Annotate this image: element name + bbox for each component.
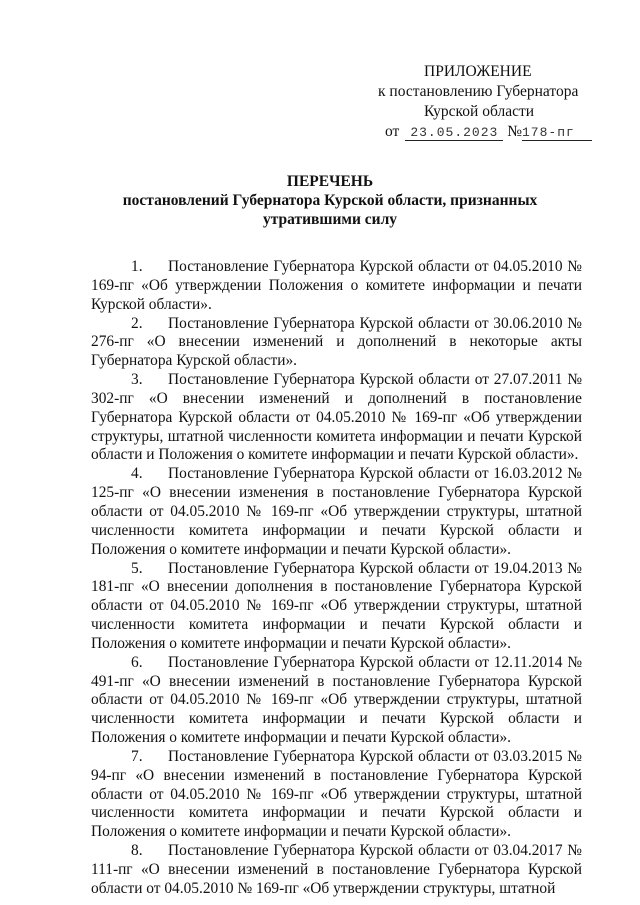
item-number: 3. bbox=[131, 371, 143, 389]
title-line-3: утратившими силу bbox=[262, 211, 398, 228]
number-label: № bbox=[507, 123, 522, 140]
list-item bbox=[91, 560, 582, 654]
item-number: 6. bbox=[131, 653, 143, 671]
list-item bbox=[91, 315, 582, 372]
item-number: 5. bbox=[131, 559, 143, 577]
document-title bbox=[60, 172, 600, 229]
item-text: Постановление Губернатора Курской области от 03.04.2017 № 111-пг «О внесении изменений в постановление Губернатора Курской области от 04.05.2010 № 169-пг «Об утверждении структуры, штатной bbox=[91, 842, 582, 897]
appendix-header bbox=[370, 62, 610, 142]
decree-number: 178-пг bbox=[522, 125, 592, 141]
list-item bbox=[91, 258, 582, 315]
item-number: 8. bbox=[131, 842, 143, 860]
list-item bbox=[91, 465, 582, 559]
appendix-heading: ПРИЛОЖЕНИЕ bbox=[424, 63, 532, 80]
item-number: 2. bbox=[131, 314, 143, 332]
from-label: от bbox=[385, 123, 400, 140]
item-text: Постановление Губернатора Курской области от 19.04.2013 № 181-пг «О внесении дополнения в постановление Губернатора Курской области от 04.05.2010 № 169-пг «Об утверждении структуры, штатной численности комитета информации и печати Курской области и Положения о комитете информации и печати Курской области». bbox=[91, 559, 582, 652]
item-number: 1. bbox=[131, 258, 143, 275]
item-text: Постановление Губернатора Курской области от 30.06.2010 № 276-пг «О внесении изменений и дополнений в некоторые акты Губернатора Курской области». bbox=[91, 314, 582, 370]
item-text: Постановление Губернатора Курской области от 27.07.2011 № 302-пг «О внесении изменений и дополнений в постановление Губернатора Курской области от 04.05.2010 № 169-пг «Об утверждении структуры, штатной численности комитета информации и печати Курской области и Положения о комитете информации и печати Курской области». bbox=[91, 371, 582, 464]
item-text: Постановление Губернатора Курской области от 03.03.2015 № 94-пг «О внесении изменений в постановление Губернатора Курской области от 04.05.2010 № 169-пг «Об утверждении структуры, штатной численности комитета информации и печати Курской области и Положения о комитете информации и печати Курской области». bbox=[91, 747, 582, 841]
item-text: Постановление Губернатора Курской области от 16.03.2012 № 125-пг «О внесении изменения в постановление Губернатора Курской области от 04.05.2010 № 169-пг «Об утверждении структуры, штатной численности комитета информации и печати Курской области и Положения о комитете информации и печати Курской области». bbox=[91, 465, 582, 558]
list-item bbox=[91, 842, 582, 899]
item-text: Постановление Губернатора Курской области от 04.05.2010 № 169-пг «Об утверждении Положения о комитете информации и печати Курской области». bbox=[91, 258, 582, 313]
appendix-decree-ref: к постановлению Губернатора bbox=[378, 83, 579, 100]
title-main: ПЕРЕЧЕНЬ bbox=[286, 173, 374, 190]
appendix-region: Курской области bbox=[424, 103, 535, 120]
decree-date: 23.05.2023 bbox=[405, 125, 503, 141]
title-line-2: постановлений Губернатора Курской области, признанных bbox=[122, 192, 538, 209]
decree-list bbox=[91, 258, 582, 899]
item-number: 4. bbox=[131, 465, 143, 483]
appendix-date-number bbox=[370, 122, 610, 142]
list-item bbox=[91, 654, 582, 748]
list-item bbox=[91, 371, 582, 465]
item-number: 7. bbox=[131, 747, 143, 765]
item-text: Постановление Губернатора Курской области от 12.11.2014 № 491-пг «О внесении изменений в постановление Губернатора Курской области от 04.05.2010 № 169-пг «Об утверждении структуры, штатной численности комитета информации и печати Курской области и Положения о комитете информации и печати Курской области». bbox=[91, 653, 582, 747]
list-item bbox=[91, 748, 582, 842]
